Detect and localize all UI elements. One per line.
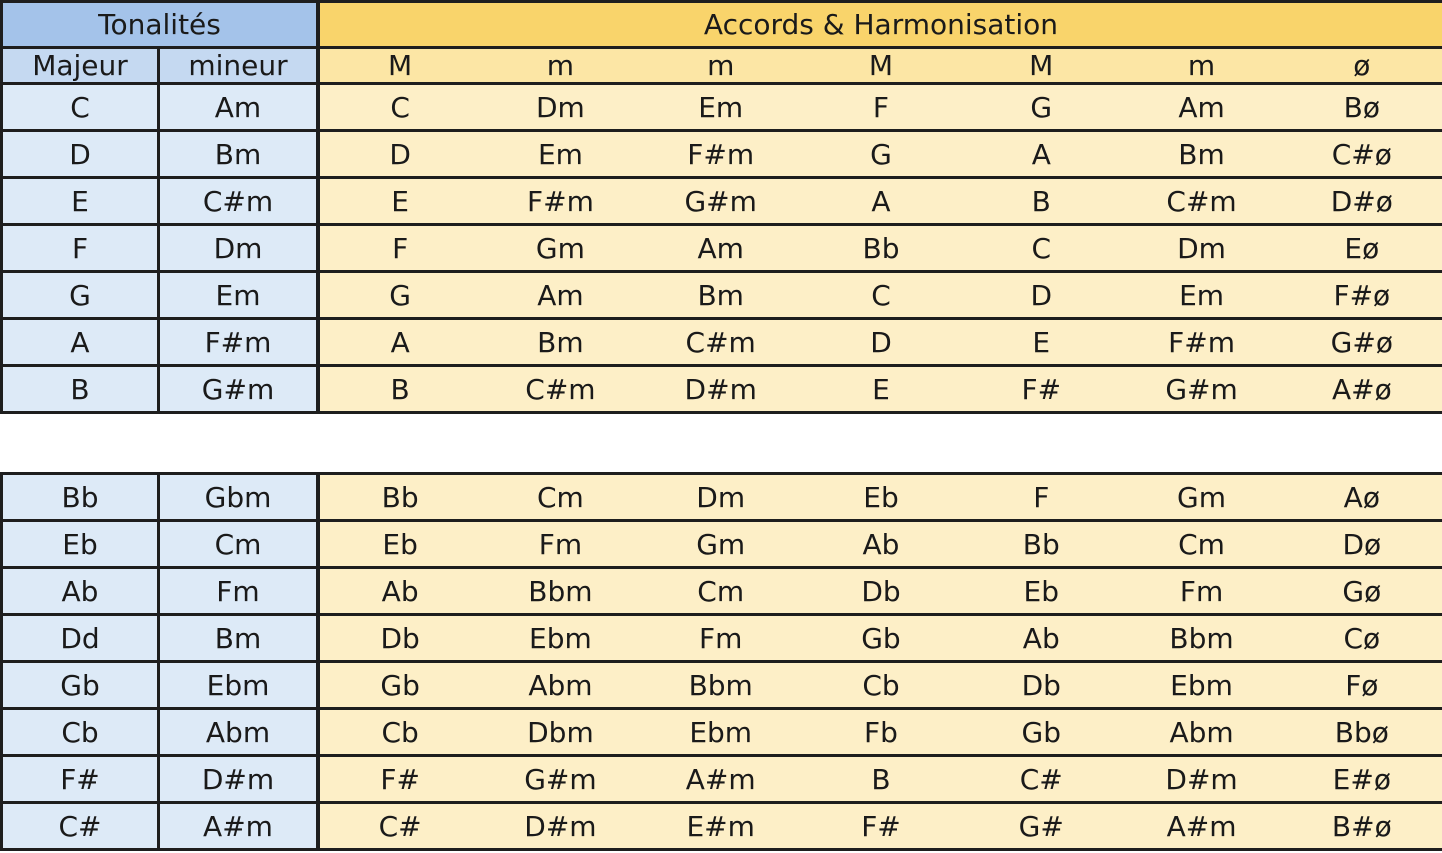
chord-cell: G#	[961, 804, 1121, 851]
chord-cell: A#m	[641, 757, 801, 804]
chord-cell: Cm	[480, 475, 640, 522]
chord-cell: Cm	[1121, 522, 1281, 569]
accords-header: Accords & Harmonisation	[320, 3, 1442, 49]
chord-cell: Eb	[320, 522, 480, 569]
chord-cell: F#	[320, 757, 480, 804]
chord-cell: A	[961, 132, 1121, 179]
chord-cell: Dbm	[480, 710, 640, 757]
chord-cell: Fm	[480, 522, 640, 569]
chord-cell: Gm	[641, 522, 801, 569]
chord-cell: Eb	[801, 475, 961, 522]
major-key-cell: F	[0, 226, 160, 273]
minor-key-cell: Ebm	[160, 663, 320, 710]
chord-cell: Ebm	[480, 616, 640, 663]
chord-cell: F#	[801, 804, 961, 851]
major-key-cell: Gb	[0, 663, 160, 710]
chord-cell: F	[320, 226, 480, 273]
chord-cell: Ebm	[641, 710, 801, 757]
minor-key-cell: Bm	[160, 616, 320, 663]
chord-cell: A	[320, 320, 480, 367]
major-key-cell: D	[0, 132, 160, 179]
chord-cell: C#ø	[1282, 132, 1442, 179]
degree-header: m	[641, 49, 801, 85]
chord-cell: Gb	[801, 616, 961, 663]
chord-cell: B#ø	[1282, 804, 1442, 851]
chord-cell: Bbm	[1121, 616, 1281, 663]
chord-cell: D	[320, 132, 480, 179]
chord-cell: G#m	[641, 179, 801, 226]
major-key-cell: C#	[0, 804, 160, 851]
chord-cell: E#m	[641, 804, 801, 851]
chord-cell: Abm	[480, 663, 640, 710]
chord-cell: G	[961, 85, 1121, 132]
chord-cell: G	[320, 273, 480, 320]
chord-cell: C#m	[641, 320, 801, 367]
chord-cell: Bø	[1282, 85, 1442, 132]
major-key-cell: Eb	[0, 522, 160, 569]
chord-cell: Cb	[801, 663, 961, 710]
chord-cell: Db	[320, 616, 480, 663]
chord-cell: E	[961, 320, 1121, 367]
chord-cell: Eø	[1282, 226, 1442, 273]
chord-cell: Ab	[961, 616, 1121, 663]
chord-cell: Gb	[961, 710, 1121, 757]
chord-table-flat-sharp-keys	[0, 472, 1442, 851]
chord-cell: Dm	[1121, 226, 1281, 273]
chord-cell: Bm	[480, 320, 640, 367]
chord-cell: Fb	[801, 710, 961, 757]
chord-cell: D#m	[641, 367, 801, 414]
chord-cell: F#	[961, 367, 1121, 414]
degree-header: M	[320, 49, 480, 85]
chord-cell: Fø	[1282, 663, 1442, 710]
major-key-cell: Cb	[0, 710, 160, 757]
chord-cell: C#	[961, 757, 1121, 804]
chord-cell: Dm	[641, 475, 801, 522]
chord-cell: D#m	[1121, 757, 1281, 804]
chord-cell: B	[961, 179, 1121, 226]
chord-cell: A	[801, 179, 961, 226]
chord-cell: C	[320, 85, 480, 132]
chord-cell: Dm	[480, 85, 640, 132]
chord-cell: F#m	[641, 132, 801, 179]
minor-key-cell: Fm	[160, 569, 320, 616]
chord-cell: Am	[480, 273, 640, 320]
major-key-cell: Bb	[0, 475, 160, 522]
chord-cell: Gø	[1282, 569, 1442, 616]
chord-cell: Aø	[1282, 475, 1442, 522]
major-key-cell: C	[0, 85, 160, 132]
minor-key-cell: C#m	[160, 179, 320, 226]
chord-cell: B	[801, 757, 961, 804]
chord-cell: Gm	[1121, 475, 1281, 522]
major-key-cell: Dd	[0, 616, 160, 663]
chord-cell: C	[961, 226, 1121, 273]
chord-cell: Em	[641, 85, 801, 132]
majeur-header: Majeur	[0, 49, 160, 85]
minor-key-cell: Cm	[160, 522, 320, 569]
major-key-cell: G	[0, 273, 160, 320]
chord-cell: Eb	[961, 569, 1121, 616]
chord-cell: C	[801, 273, 961, 320]
minor-key-cell: Dm	[160, 226, 320, 273]
degree-header: m	[1121, 49, 1281, 85]
chord-cell: Em	[1121, 273, 1281, 320]
chord-cell: D#m	[480, 804, 640, 851]
chord-cell: Fm	[1121, 569, 1281, 616]
chord-cell: Dø	[1282, 522, 1442, 569]
chord-cell: Bbm	[641, 663, 801, 710]
degree-header: M	[961, 49, 1121, 85]
minor-key-cell: Bm	[160, 132, 320, 179]
minor-key-cell: G#m	[160, 367, 320, 414]
chord-cell: Gb	[320, 663, 480, 710]
chord-table-natural-keys	[0, 0, 1442, 414]
chord-cell: G#m	[480, 757, 640, 804]
chord-cell: Bb	[320, 475, 480, 522]
chord-cell: Fm	[641, 616, 801, 663]
major-key-cell: Ab	[0, 569, 160, 616]
chord-cell: Ebm	[1121, 663, 1281, 710]
chord-cell: Bb	[801, 226, 961, 273]
chord-cell: F#ø	[1282, 273, 1442, 320]
degree-header: M	[801, 49, 961, 85]
minor-key-cell: F#m	[160, 320, 320, 367]
chord-cell: A#m	[1121, 804, 1281, 851]
chord-cell: G#m	[1121, 367, 1281, 414]
chord-cell: C#m	[480, 367, 640, 414]
chord-cell: F	[961, 475, 1121, 522]
chord-cell: Cm	[641, 569, 801, 616]
chord-cell: E	[320, 179, 480, 226]
chord-cell: D#ø	[1282, 179, 1442, 226]
chord-cell: D	[961, 273, 1121, 320]
minor-key-cell: A#m	[160, 804, 320, 851]
major-key-cell: F#	[0, 757, 160, 804]
mineur-header: mineur	[160, 49, 320, 85]
chord-cell: G#ø	[1282, 320, 1442, 367]
chord-cell: Gm	[480, 226, 640, 273]
chord-cell: Ab	[320, 569, 480, 616]
minor-key-cell: Em	[160, 273, 320, 320]
chord-cell: Bb	[961, 522, 1121, 569]
chord-cell: Bm	[641, 273, 801, 320]
degree-header: ø	[1282, 49, 1442, 85]
minor-key-cell: Abm	[160, 710, 320, 757]
chord-cell: D	[801, 320, 961, 367]
chord-cell: Bbm	[480, 569, 640, 616]
chord-cell: E#ø	[1282, 757, 1442, 804]
chord-cell: Am	[641, 226, 801, 273]
chord-cell: C#m	[1121, 179, 1281, 226]
chord-cell: A#ø	[1282, 367, 1442, 414]
tonalites-header: Tonalités	[0, 3, 320, 49]
chord-cell: E	[801, 367, 961, 414]
major-key-cell: B	[0, 367, 160, 414]
chord-cell: Ab	[801, 522, 961, 569]
chord-cell: B	[320, 367, 480, 414]
minor-key-cell: D#m	[160, 757, 320, 804]
chord-cell: C#	[320, 804, 480, 851]
chord-cell: F#m	[1121, 320, 1281, 367]
chord-cell: Cb	[320, 710, 480, 757]
degree-header: m	[480, 49, 640, 85]
chord-cell: Db	[961, 663, 1121, 710]
minor-key-cell: Gbm	[160, 475, 320, 522]
chord-cell: F#m	[480, 179, 640, 226]
major-key-cell: A	[0, 320, 160, 367]
chord-cell: Cø	[1282, 616, 1442, 663]
chord-cell: Bbø	[1282, 710, 1442, 757]
minor-key-cell: Am	[160, 85, 320, 132]
major-key-cell: E	[0, 179, 160, 226]
chord-cell: G	[801, 132, 961, 179]
chord-cell: Em	[480, 132, 640, 179]
chord-cell: F	[801, 85, 961, 132]
chord-cell: Am	[1121, 85, 1281, 132]
chord-cell: Db	[801, 569, 961, 616]
chord-cell: Bm	[1121, 132, 1281, 179]
chord-cell: Abm	[1121, 710, 1281, 757]
